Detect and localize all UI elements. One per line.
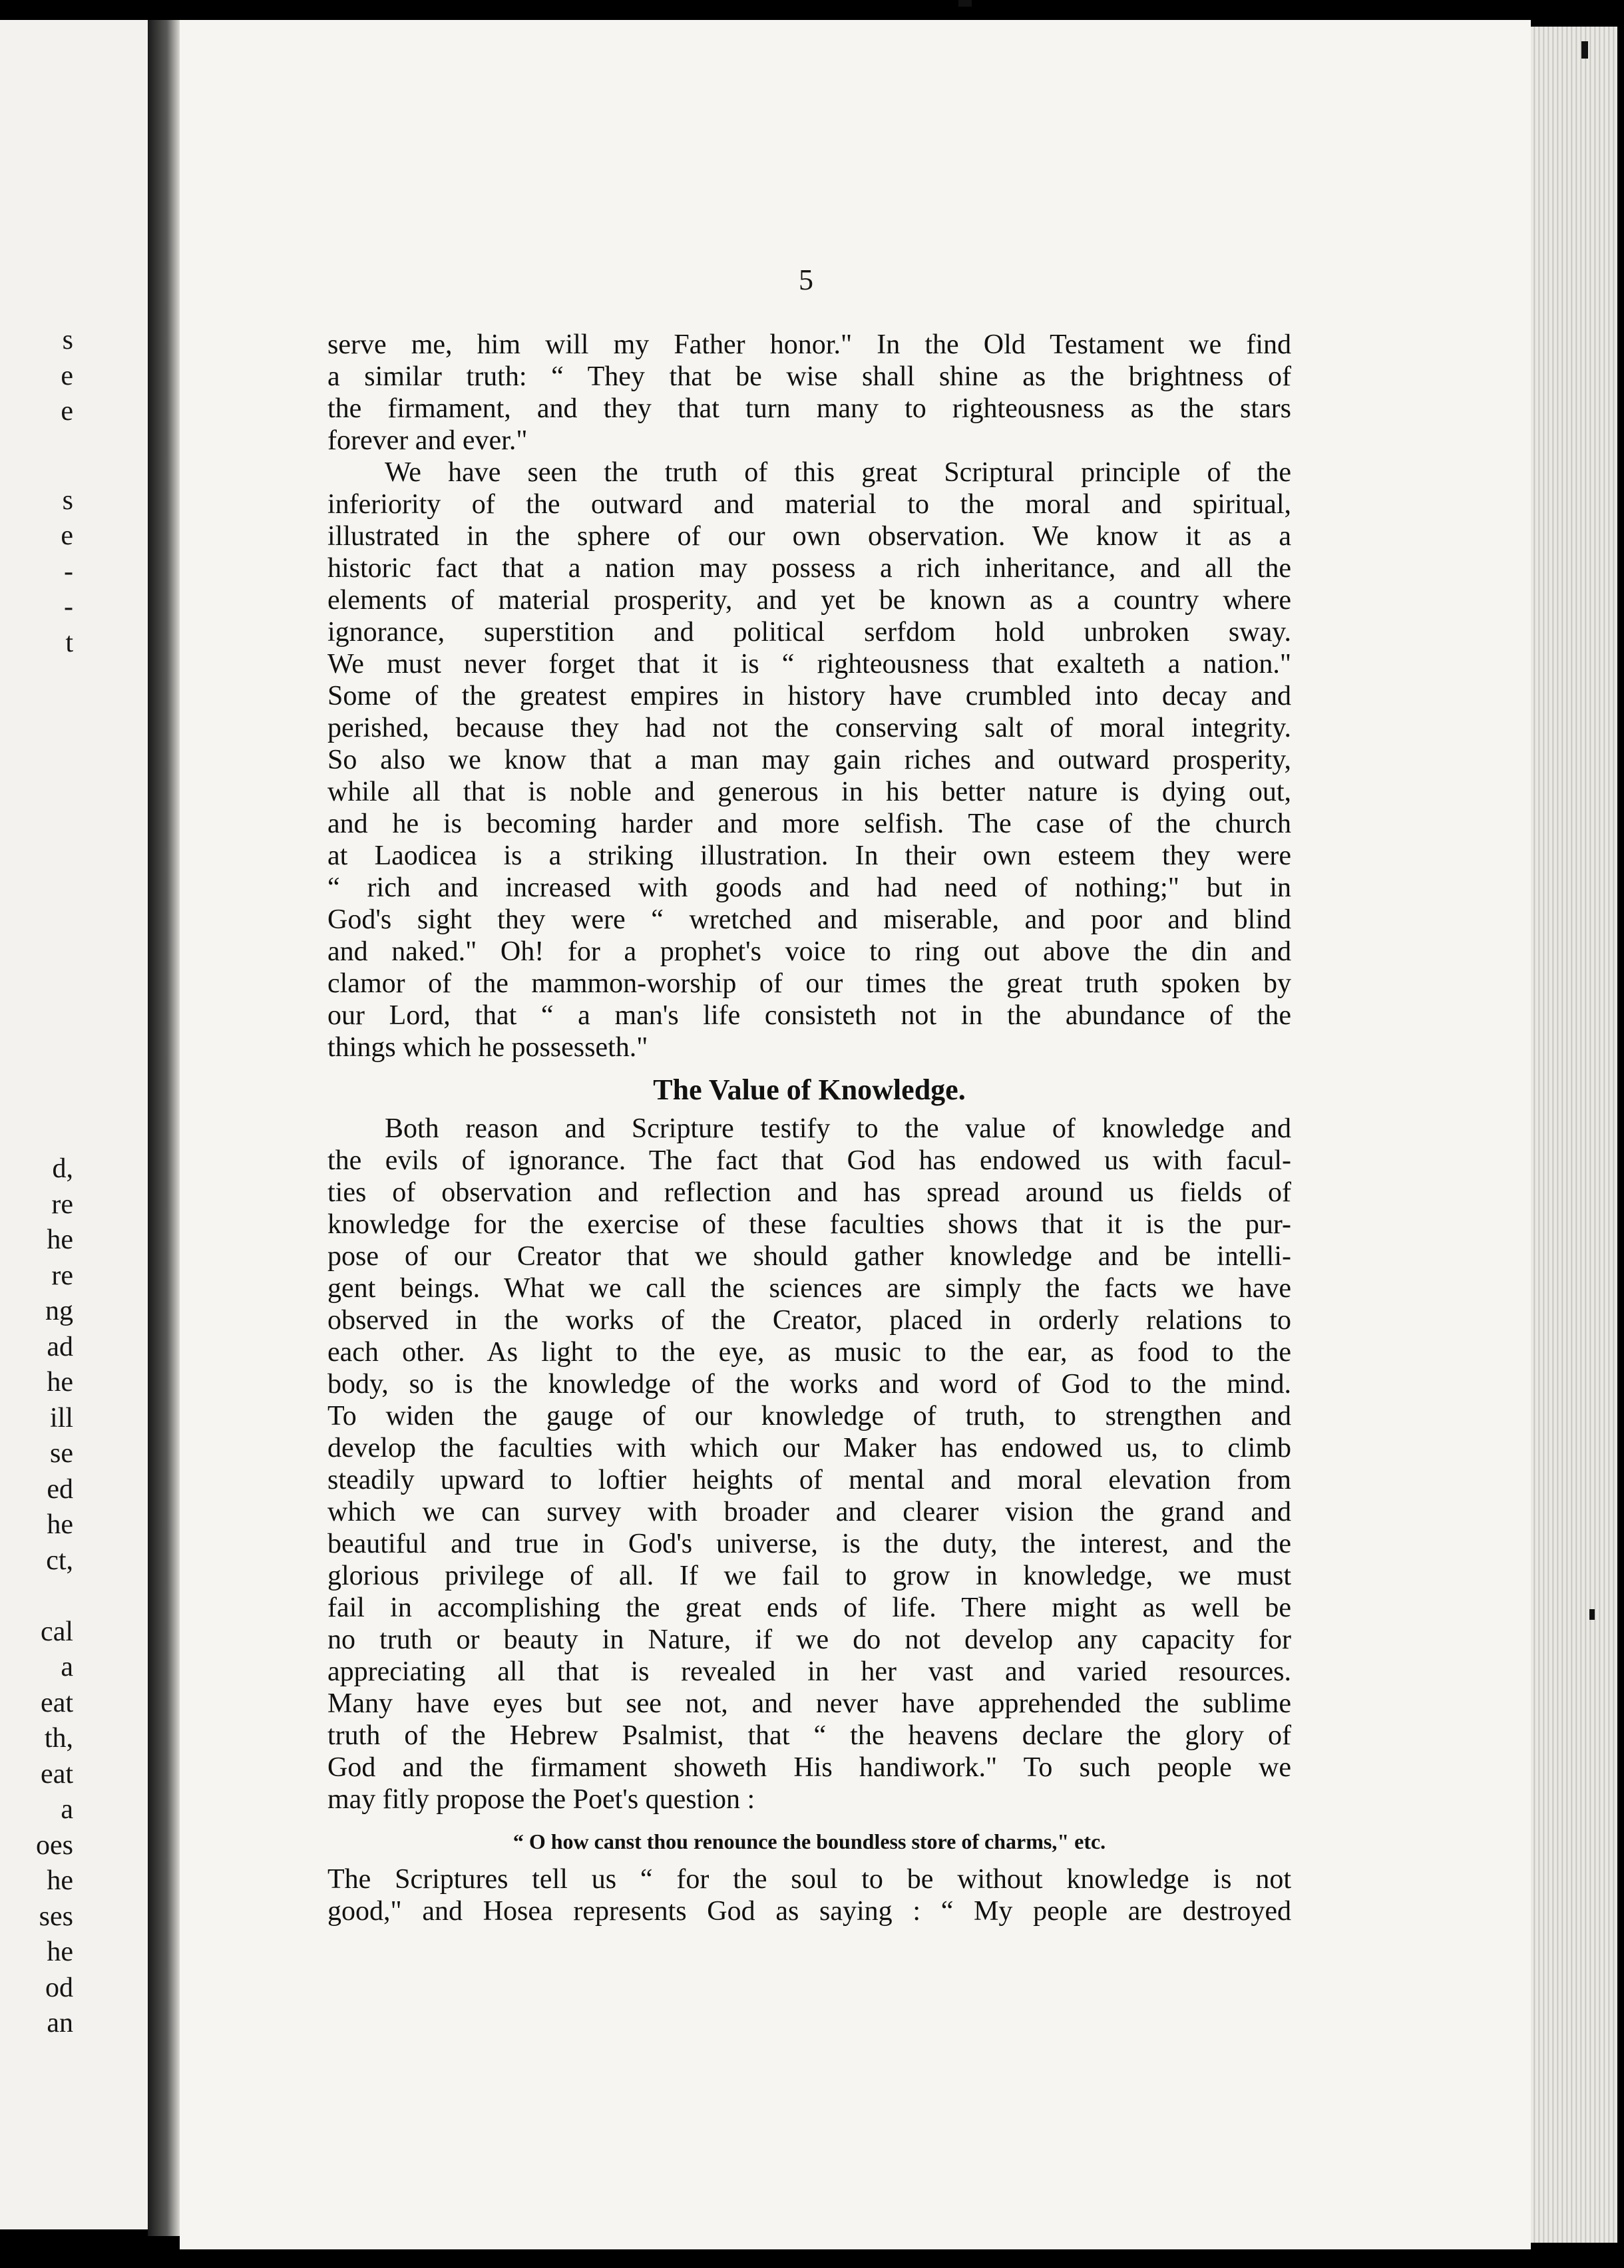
fragment: a bbox=[61, 1652, 73, 1682]
text-line: To widen the gauge of our knowledge of truth, to strengthen and bbox=[327, 1401, 1291, 1431]
fragment: - bbox=[64, 592, 73, 622]
text-line: We have seen the truth of this great Scriptural principle of the bbox=[385, 457, 1291, 488]
text-line: clamor of the mammon-worship of our times the great truth spoken by bbox=[327, 968, 1291, 999]
fragment: ses bbox=[39, 1901, 73, 1932]
fragment: he bbox=[47, 1225, 73, 1255]
text-line: and naked." Oh! for a prophet's voice to ring out above the din and bbox=[327, 936, 1291, 967]
text-line: forever and ever." bbox=[327, 425, 528, 456]
fragment: cal bbox=[41, 1616, 73, 1647]
text-line: gent beings. What we call the sciences are simply the facts we have bbox=[327, 1273, 1291, 1304]
text-line: “ rich and increased with goods and had need of nothing;" but in bbox=[327, 872, 1291, 903]
fragment: se bbox=[50, 1438, 73, 1469]
text-line: our Lord, that “ a man's life consisteth not in the abundance of the bbox=[327, 1000, 1291, 1031]
fragment: ad bbox=[47, 1331, 73, 1362]
text-line: good," and Hosea represents God as saying : “ My people are destroyed bbox=[327, 1896, 1291, 1927]
fragment: eat bbox=[41, 1687, 73, 1718]
text-line: fail in accomplishing the great ends of life. There might as well be bbox=[327, 1593, 1291, 1623]
text-line: beautiful and true in God's universe, is the duty, the interest, and the bbox=[327, 1529, 1291, 1559]
paragraph bbox=[327, 1863, 1291, 1927]
text-line: glorious privilege of all. If we fail to grow in knowledge, we must bbox=[327, 1561, 1291, 1591]
text-line: serve me, him will my Father honor." In the Old Testament we find bbox=[327, 329, 1291, 360]
fragment: he bbox=[47, 1367, 73, 1398]
fragment: d, bbox=[52, 1153, 73, 1184]
page-number: 5 bbox=[799, 264, 813, 296]
text-line: truth of the Hebrew Psalmist, that “ the heavens declare the glory of bbox=[327, 1720, 1291, 1751]
text-line: appreciating all that is revealed in her vast and varied resources. bbox=[327, 1656, 1291, 1687]
text-line: perished, because they had not the conserving salt of moral integrity. bbox=[327, 713, 1291, 743]
fragment: ed bbox=[47, 1473, 73, 1505]
fragment: re bbox=[51, 1189, 73, 1220]
fragment: he bbox=[47, 1937, 73, 1967]
fragment: oes bbox=[36, 1829, 73, 1861]
facing-page-fragments-top bbox=[0, 323, 73, 661]
fragment: a bbox=[61, 1794, 73, 1825]
poem-quotation: “ O how canst thou renounce the boundless store of charms," etc. bbox=[512, 1829, 1106, 1853]
fragment: eat bbox=[41, 1758, 73, 1790]
fragment: - bbox=[64, 556, 73, 587]
text-line: illustrated in the sphere of our own observation. We know it as a bbox=[327, 521, 1291, 552]
fragment: e bbox=[61, 520, 73, 551]
fragment: he bbox=[47, 1509, 73, 1540]
text-line: the firmament, and they that turn many to righteousness as the stars bbox=[327, 393, 1291, 424]
text-line: The Scriptures tell us “ for the soul to be without knowledge is not bbox=[327, 1864, 1291, 1895]
text-line: So also we know that a man may gain riches and outward prosperity, bbox=[327, 745, 1291, 775]
scan-speck bbox=[1589, 1609, 1595, 1620]
fragment: an bbox=[47, 2008, 73, 2038]
fragment: ill bbox=[49, 1402, 73, 1433]
text-line: things which he possesseth." bbox=[327, 1032, 648, 1063]
text-line: steadily upward to loftier heights of mental and moral elevation from bbox=[327, 1465, 1291, 1495]
text-line: knowledge for the exercise of these faculties shows that it is the pur- bbox=[327, 1209, 1291, 1240]
text-line: may fitly propose the Poet's question : bbox=[327, 1784, 755, 1815]
fragment: ng bbox=[45, 1296, 73, 1326]
text-line: elements of material prosperity, and yet be known as a country where bbox=[327, 585, 1291, 616]
fragment: e bbox=[61, 360, 73, 391]
text-line: body, so is the knowledge of the works and word of God to the mind. bbox=[327, 1369, 1291, 1400]
text-line: which we can survey with broader and clearer vision the grand and bbox=[327, 1497, 1291, 1527]
text-line: We must never forget that it is “ righteousness that exalteth a nation." bbox=[327, 649, 1291, 679]
text-line: God's sight they were “ wretched and miserable, and poor and blind bbox=[327, 904, 1291, 935]
text-line: ignorance, superstition and political serfdom hold unbroken sway. bbox=[327, 617, 1291, 648]
text-line: Both reason and Scripture testify to the value of knowledge and bbox=[385, 1113, 1291, 1144]
text-line: inferiority of the outward and material to the moral and spiritual, bbox=[327, 489, 1291, 520]
fragment: re bbox=[51, 1260, 73, 1291]
fragment: ct, bbox=[46, 1545, 73, 1576]
text-line: ties of observation and reflection and has spread around us fields of bbox=[327, 1177, 1291, 1208]
text-line: a similar truth: “ They that be wise shall shine as the brightness of bbox=[327, 361, 1291, 392]
facing-page-strip bbox=[0, 20, 148, 2229]
page-edges bbox=[1531, 27, 1617, 2243]
text-line: the evils of ignorance. The fact that God has endowed us with facul- bbox=[327, 1145, 1291, 1176]
fragment: s bbox=[62, 484, 73, 516]
text-line: Many have eyes but see not, and never have apprehended the sublime bbox=[327, 1688, 1291, 1719]
text-line: pose of our Creator that we should gather knowledge and be intelli- bbox=[327, 1241, 1291, 1272]
text-line: while all that is noble and generous in his better nature is dying out, bbox=[327, 777, 1291, 807]
page-body bbox=[327, 329, 1291, 1927]
book-binding-gutter bbox=[148, 20, 180, 2236]
section-heading: The Value of Knowledge. bbox=[653, 1073, 966, 1106]
fragment bbox=[0, 1579, 73, 1614]
text-line: Some of the greatest empires in history have crumbled into decay and bbox=[327, 681, 1291, 711]
scan-speck bbox=[1581, 41, 1588, 59]
fragment: s bbox=[62, 325, 73, 355]
scan-speck bbox=[958, 0, 972, 7]
fragment: e bbox=[61, 396, 73, 427]
text-line: no truth or beauty in Nature, if we do not develop any capacity for bbox=[327, 1624, 1291, 1655]
fragment: th, bbox=[44, 1723, 73, 1754]
text-line: develop the faculties with which our Maker has endowed us, to climb bbox=[327, 1433, 1291, 1463]
text-line: observed in the works of the Creator, placed in orderly relations to bbox=[327, 1305, 1291, 1336]
text-line: and he is becoming harder and more selfish. The case of the church bbox=[327, 809, 1291, 839]
fragment: t bbox=[65, 627, 73, 658]
fragment: od bbox=[45, 1972, 73, 2003]
paragraph bbox=[327, 329, 1291, 457]
text-line: at Laodicea is a striking illustration. In their own esteem they were bbox=[327, 841, 1291, 871]
text-line: each other. As light to the eye, as music to the ear, as food to the bbox=[327, 1337, 1291, 1368]
facing-page-fragments-bottom bbox=[0, 1151, 73, 2042]
paragraph bbox=[327, 1113, 1291, 1815]
text-line: historic fact that a nation may possess a rich inheritance, and all the bbox=[327, 553, 1291, 584]
paragraph bbox=[327, 457, 1291, 1063]
fragment: he bbox=[47, 1865, 73, 1896]
text-line: God and the firmament showeth His handiwork." To such people we bbox=[327, 1752, 1291, 1783]
